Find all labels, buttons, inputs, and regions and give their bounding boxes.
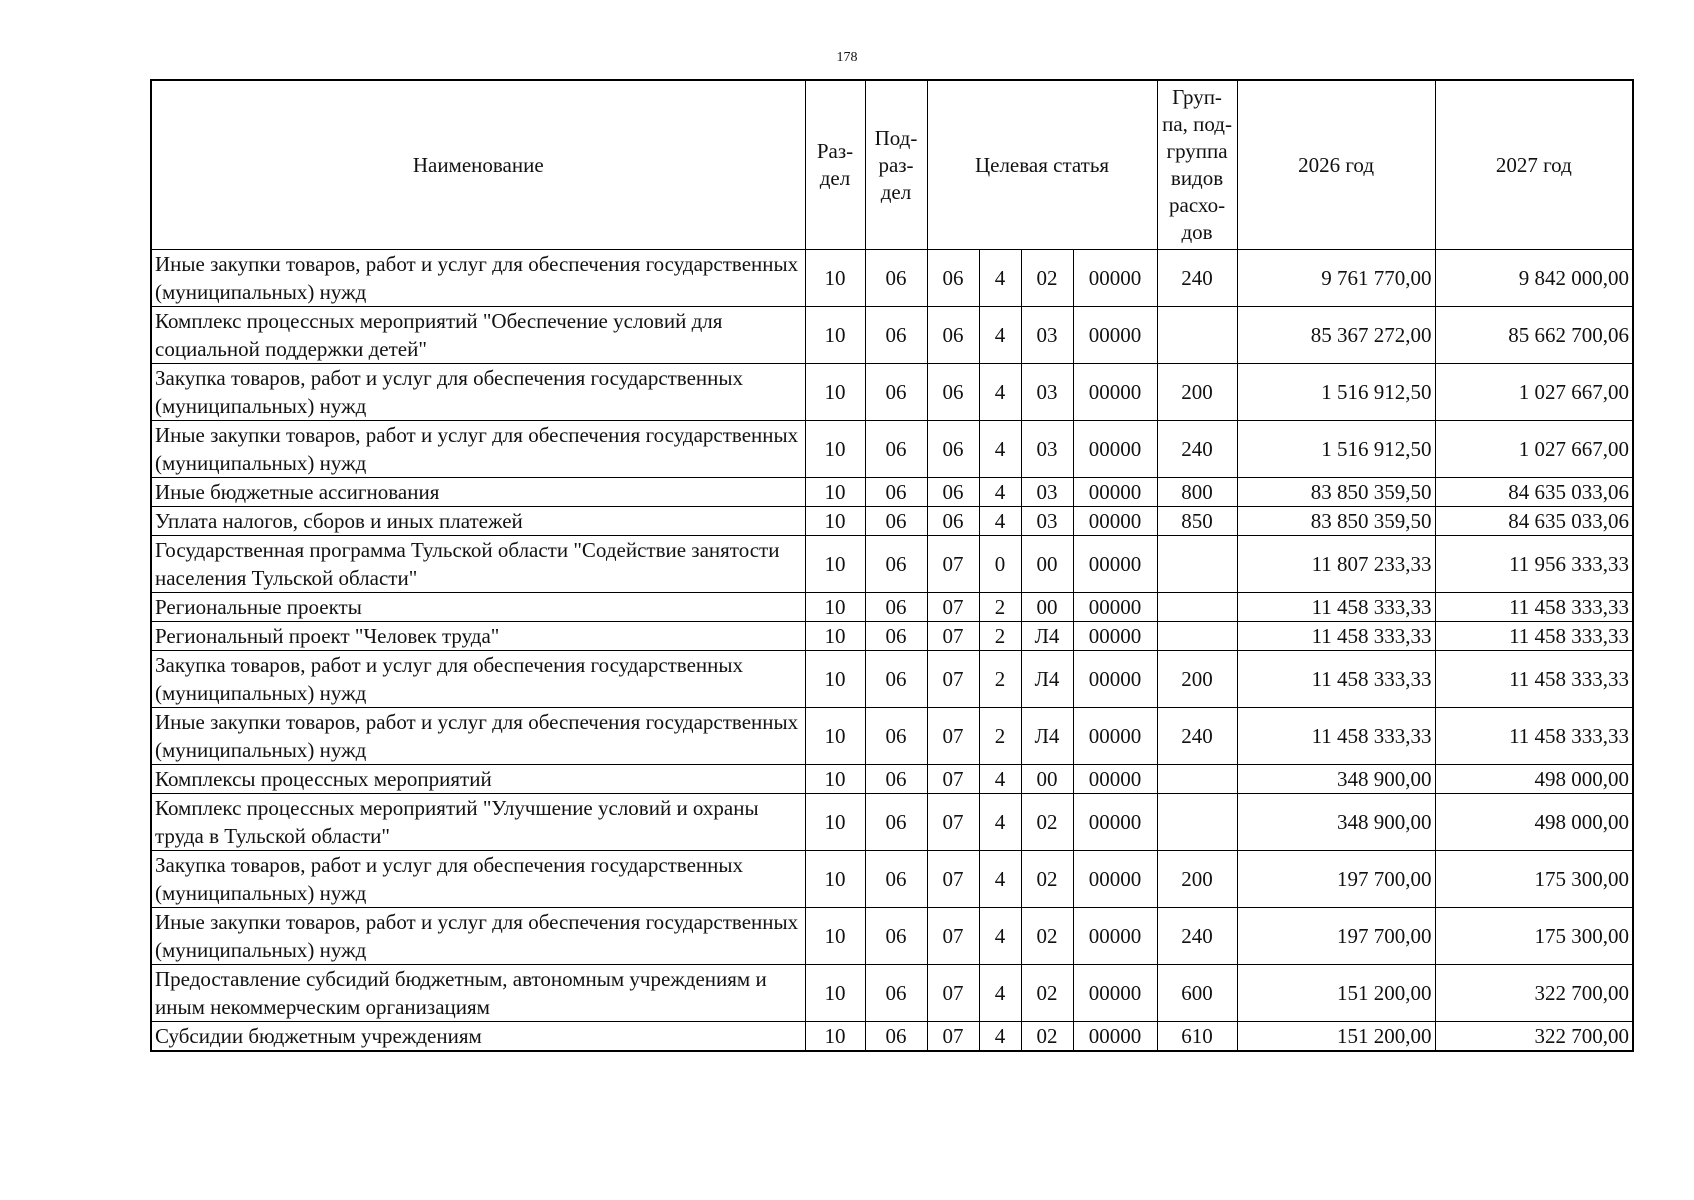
cell-razdel: 10 <box>805 1022 865 1052</box>
cell-target-type: 2 <box>979 651 1021 708</box>
cell-amount-2026: 9 761 770,00 <box>1237 250 1435 307</box>
cell-amount-2027: 498 000,00 <box>1435 765 1633 794</box>
table-row <box>151 765 1633 794</box>
cell-amount-2027: 85 662 700,06 <box>1435 307 1633 364</box>
cell-target-structure: 00 <box>1021 593 1073 622</box>
cell-amount-2026: 151 200,00 <box>1237 965 1435 1022</box>
cell-amount-2026: 1 516 912,50 <box>1237 421 1435 478</box>
cell-amount-2027: 11 458 333,33 <box>1435 622 1633 651</box>
cell-expense-group: 610 <box>1157 1022 1237 1052</box>
cell-target-program: 07 <box>927 1022 979 1052</box>
header-2027: 2027 год <box>1435 80 1633 250</box>
cell-amount-2027: 84 635 033,06 <box>1435 507 1633 536</box>
cell-razdel: 10 <box>805 622 865 651</box>
cell-target-structure: Л4 <box>1021 651 1073 708</box>
cell-target-structure: 02 <box>1021 908 1073 965</box>
cell-target-type: 4 <box>979 794 1021 851</box>
table-header <box>151 80 1633 250</box>
cell-target-structure: 03 <box>1021 307 1073 364</box>
cell-target-type: 4 <box>979 851 1021 908</box>
cell-target-direction: 00000 <box>1073 965 1157 1022</box>
cell-amount-2027: 322 700,00 <box>1435 965 1633 1022</box>
cell-target-program: 07 <box>927 965 979 1022</box>
cell-name: Закупка товаров, работ и услуг для обеспечения государственных (муниципальных) нужд <box>151 851 805 908</box>
cell-razdel: 10 <box>805 250 865 307</box>
cell-target-structure: 02 <box>1021 794 1073 851</box>
cell-target-type: 4 <box>979 421 1021 478</box>
cell-amount-2027: 1 027 667,00 <box>1435 421 1633 478</box>
cell-amount-2027: 9 842 000,00 <box>1435 250 1633 307</box>
header-name: Наименование <box>151 80 805 250</box>
cell-expense-group: 200 <box>1157 364 1237 421</box>
table-body <box>151 250 1633 1052</box>
cell-razdel: 10 <box>805 593 865 622</box>
table-row <box>151 250 1633 307</box>
table-row <box>151 593 1633 622</box>
cell-amount-2027: 1 027 667,00 <box>1435 364 1633 421</box>
cell-expense-group: 200 <box>1157 651 1237 708</box>
cell-target-type: 2 <box>979 708 1021 765</box>
cell-amount-2026: 348 900,00 <box>1237 794 1435 851</box>
cell-target-type: 4 <box>979 1022 1021 1052</box>
cell-amount-2027: 498 000,00 <box>1435 794 1633 851</box>
cell-amount-2026: 11 458 333,33 <box>1237 622 1435 651</box>
table-row <box>151 708 1633 765</box>
cell-amount-2026: 151 200,00 <box>1237 1022 1435 1052</box>
cell-target-program: 07 <box>927 651 979 708</box>
table-row <box>151 651 1633 708</box>
cell-expense-group <box>1157 794 1237 851</box>
cell-podrazdel: 06 <box>865 708 927 765</box>
cell-razdel: 10 <box>805 908 865 965</box>
cell-podrazdel: 06 <box>865 651 927 708</box>
table-row <box>151 364 1633 421</box>
table-row <box>151 478 1633 507</box>
cell-target-type: 2 <box>979 593 1021 622</box>
cell-target-program: 06 <box>927 364 979 421</box>
cell-expense-group: 240 <box>1157 250 1237 307</box>
cell-target-type: 4 <box>979 507 1021 536</box>
cell-name: Иные закупки товаров, работ и услуг для обеспечения государственных (муниципальных) нужд <box>151 421 805 478</box>
cell-target-program: 07 <box>927 622 979 651</box>
cell-razdel: 10 <box>805 536 865 593</box>
cell-podrazdel: 06 <box>865 478 927 507</box>
cell-target-program: 06 <box>927 421 979 478</box>
table-row <box>151 507 1633 536</box>
cell-razdel: 10 <box>805 507 865 536</box>
cell-target-program: 07 <box>927 908 979 965</box>
cell-amount-2027: 11 956 333,33 <box>1435 536 1633 593</box>
cell-amount-2026: 85 367 272,00 <box>1237 307 1435 364</box>
cell-name: Предоставление субсидий бюджетным, автономным учреждениям и иным некоммерческим организациям <box>151 965 805 1022</box>
cell-target-type: 4 <box>979 250 1021 307</box>
cell-amount-2026: 11 458 333,33 <box>1237 708 1435 765</box>
table-row <box>151 536 1633 593</box>
cell-target-program: 07 <box>927 536 979 593</box>
cell-expense-group <box>1157 593 1237 622</box>
cell-name: Комплекс процессных мероприятий "Обеспечение условий для социальной поддержки детей" <box>151 307 805 364</box>
cell-expense-group: 240 <box>1157 708 1237 765</box>
cell-podrazdel: 06 <box>865 421 927 478</box>
cell-name: Закупка товаров, работ и услуг для обеспечения государственных (муниципальных) нужд <box>151 651 805 708</box>
cell-target-type: 4 <box>979 765 1021 794</box>
cell-name: Субсидии бюджетным учреждениям <box>151 1022 805 1052</box>
cell-podrazdel: 06 <box>865 622 927 651</box>
header-2026: 2026 год <box>1237 80 1435 250</box>
cell-podrazdel: 06 <box>865 908 927 965</box>
cell-amount-2026: 11 458 333,33 <box>1237 593 1435 622</box>
cell-razdel: 10 <box>805 421 865 478</box>
cell-name: Иные закупки товаров, работ и услуг для обеспечения государственных (муниципальных) нужд <box>151 250 805 307</box>
table-row <box>151 307 1633 364</box>
table-row <box>151 794 1633 851</box>
cell-target-structure: 00 <box>1021 536 1073 593</box>
cell-podrazdel: 06 <box>865 307 927 364</box>
cell-expense-group: 600 <box>1157 965 1237 1022</box>
cell-target-direction: 00000 <box>1073 851 1157 908</box>
table-row <box>151 622 1633 651</box>
cell-name: Закупка товаров, работ и услуг для обеспечения государственных (муниципальных) нужд <box>151 364 805 421</box>
cell-amount-2027: 175 300,00 <box>1435 908 1633 965</box>
budget-table <box>150 79 1634 1052</box>
cell-name: Комплекс процессных мероприятий "Улучшение условий и охраны труда в Тульской области" <box>151 794 805 851</box>
cell-expense-group <box>1157 307 1237 364</box>
cell-target-structure: Л4 <box>1021 708 1073 765</box>
cell-target-type: 4 <box>979 364 1021 421</box>
cell-amount-2026: 83 850 359,50 <box>1237 507 1435 536</box>
cell-target-direction: 00000 <box>1073 908 1157 965</box>
cell-target-direction: 00000 <box>1073 651 1157 708</box>
cell-target-structure: Л4 <box>1021 622 1073 651</box>
cell-podrazdel: 06 <box>865 250 927 307</box>
cell-name: Иные бюджетные ассигнования <box>151 478 805 507</box>
cell-amount-2027: 11 458 333,33 <box>1435 708 1633 765</box>
cell-amount-2026: 197 700,00 <box>1237 908 1435 965</box>
cell-target-direction: 00000 <box>1073 1022 1157 1052</box>
cell-name: Уплата налогов, сборов и иных платежей <box>151 507 805 536</box>
cell-target-structure: 03 <box>1021 478 1073 507</box>
cell-target-type: 0 <box>979 536 1021 593</box>
cell-target-direction: 00000 <box>1073 364 1157 421</box>
cell-target-direction: 00000 <box>1073 421 1157 478</box>
table-row <box>151 908 1633 965</box>
cell-expense-group: 240 <box>1157 908 1237 965</box>
cell-target-program: 06 <box>927 507 979 536</box>
cell-razdel: 10 <box>805 851 865 908</box>
cell-target-structure: 03 <box>1021 364 1073 421</box>
cell-podrazdel: 06 <box>865 364 927 421</box>
cell-target-structure: 03 <box>1021 421 1073 478</box>
cell-name: Иные закупки товаров, работ и услуг для обеспечения государственных (муниципальных) нужд <box>151 908 805 965</box>
cell-razdel: 10 <box>805 364 865 421</box>
page-number: 178 <box>836 50 858 65</box>
cell-podrazdel: 06 <box>865 965 927 1022</box>
cell-amount-2026: 11 807 233,33 <box>1237 536 1435 593</box>
cell-podrazdel: 06 <box>865 794 927 851</box>
cell-podrazdel: 06 <box>865 593 927 622</box>
cell-target-structure: 03 <box>1021 507 1073 536</box>
cell-target-structure: 02 <box>1021 1022 1073 1052</box>
cell-expense-group <box>1157 622 1237 651</box>
cell-target-direction: 00000 <box>1073 536 1157 593</box>
table-row <box>151 421 1633 478</box>
cell-podrazdel: 06 <box>865 1022 927 1052</box>
cell-podrazdel: 06 <box>865 765 927 794</box>
header-tselevaya: Целевая статья <box>927 80 1157 250</box>
cell-target-structure: 02 <box>1021 965 1073 1022</box>
cell-target-program: 07 <box>927 708 979 765</box>
cell-razdel: 10 <box>805 478 865 507</box>
cell-target-type: 4 <box>979 908 1021 965</box>
cell-target-program: 07 <box>927 593 979 622</box>
cell-razdel: 10 <box>805 307 865 364</box>
cell-razdel: 10 <box>805 651 865 708</box>
table-row <box>151 851 1633 908</box>
cell-podrazdel: 06 <box>865 507 927 536</box>
cell-amount-2026: 83 850 359,50 <box>1237 478 1435 507</box>
cell-razdel: 10 <box>805 708 865 765</box>
cell-amount-2027: 11 458 333,33 <box>1435 593 1633 622</box>
cell-target-program: 07 <box>927 794 979 851</box>
cell-target-program: 07 <box>927 765 979 794</box>
cell-amount-2027: 175 300,00 <box>1435 851 1633 908</box>
cell-amount-2026: 1 516 912,50 <box>1237 364 1435 421</box>
cell-target-structure: 02 <box>1021 250 1073 307</box>
cell-name: Региональный проект "Человек труда" <box>151 622 805 651</box>
cell-name: Комплексы процессных мероприятий <box>151 765 805 794</box>
cell-amount-2027: 84 635 033,06 <box>1435 478 1633 507</box>
cell-razdel: 10 <box>805 965 865 1022</box>
header-podrazdel: Под- раз- дел <box>865 80 927 250</box>
header-gruppa: Груп- па, под- группа видов расхо- дов <box>1157 80 1237 250</box>
cell-target-type: 4 <box>979 965 1021 1022</box>
cell-target-direction: 00000 <box>1073 593 1157 622</box>
cell-expense-group: 200 <box>1157 851 1237 908</box>
cell-target-direction: 00000 <box>1073 250 1157 307</box>
cell-expense-group: 850 <box>1157 507 1237 536</box>
cell-target-direction: 00000 <box>1073 478 1157 507</box>
cell-name: Государственная программа Тульской области "Содействие занятости населения Тульской области" <box>151 536 805 593</box>
cell-name: Иные закупки товаров, работ и услуг для обеспечения государственных (муниципальных) нужд <box>151 708 805 765</box>
cell-target-program: 06 <box>927 478 979 507</box>
cell-expense-group: 800 <box>1157 478 1237 507</box>
cell-amount-2027: 322 700,00 <box>1435 1022 1633 1052</box>
cell-target-type: 2 <box>979 622 1021 651</box>
table-row <box>151 1022 1633 1052</box>
cell-target-direction: 00000 <box>1073 622 1157 651</box>
cell-target-program: 06 <box>927 307 979 364</box>
cell-target-direction: 00000 <box>1073 765 1157 794</box>
cell-expense-group <box>1157 765 1237 794</box>
cell-target-direction: 00000 <box>1073 307 1157 364</box>
cell-target-structure: 02 <box>1021 851 1073 908</box>
cell-amount-2026: 11 458 333,33 <box>1237 651 1435 708</box>
cell-expense-group <box>1157 536 1237 593</box>
cell-target-direction: 00000 <box>1073 708 1157 765</box>
cell-podrazdel: 06 <box>865 851 927 908</box>
cell-target-structure: 00 <box>1021 765 1073 794</box>
cell-amount-2027: 11 458 333,33 <box>1435 651 1633 708</box>
cell-target-type: 4 <box>979 478 1021 507</box>
cell-razdel: 10 <box>805 794 865 851</box>
header-razdel: Раз- дел <box>805 80 865 250</box>
table-row <box>151 965 1633 1022</box>
cell-amount-2026: 197 700,00 <box>1237 851 1435 908</box>
cell-target-program: 06 <box>927 250 979 307</box>
cell-name: Региональные проекты <box>151 593 805 622</box>
cell-target-program: 07 <box>927 851 979 908</box>
cell-podrazdel: 06 <box>865 536 927 593</box>
cell-amount-2026: 348 900,00 <box>1237 765 1435 794</box>
cell-expense-group: 240 <box>1157 421 1237 478</box>
cell-razdel: 10 <box>805 765 865 794</box>
cell-target-direction: 00000 <box>1073 794 1157 851</box>
cell-target-type: 4 <box>979 307 1021 364</box>
cell-target-direction: 00000 <box>1073 507 1157 536</box>
